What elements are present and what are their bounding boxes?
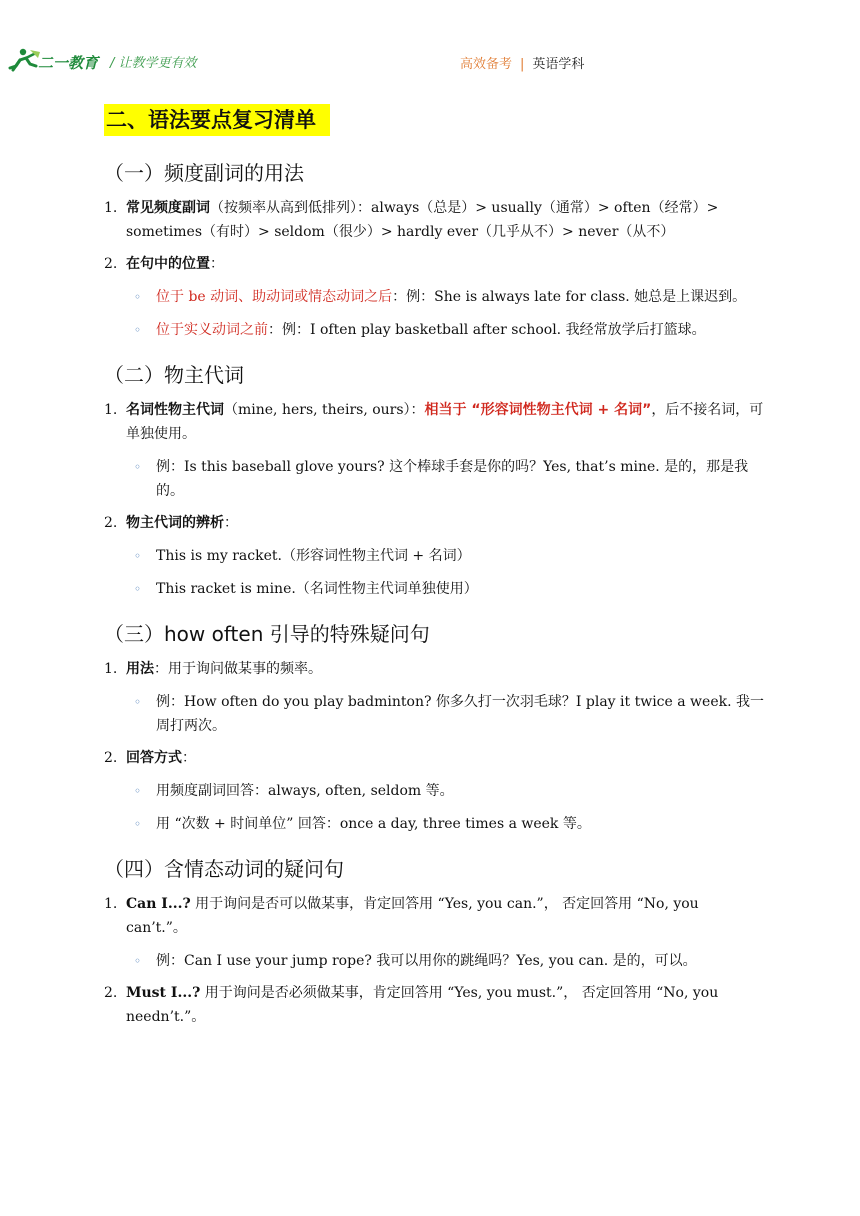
bullet-icon: ◦ [134,954,142,968]
heading-adverbs: （一）频度副词的用法 [104,161,304,185]
list-item [104,746,764,770]
bullet-icon: ◦ [134,784,142,798]
sub-item [104,285,764,309]
list-item [104,657,764,681]
item-text: ：用于询问做某事的频率。 [154,661,322,677]
list-item [104,252,764,276]
header-separator: | [520,57,525,72]
bullet-icon: ◦ [134,323,142,337]
list-item [104,981,764,1029]
sub-item [104,544,764,568]
list-item [104,196,764,244]
sub-item [104,577,764,601]
item-text: ： [210,256,224,272]
sub-item-text: 例：Is this baseball glove yours? 这个棒球手套是你的吗？Yes, that’s mine. 是的，那是我的。 [156,459,749,499]
heading-pronouns: （二）物主代词 [104,363,244,387]
logo-text: 二一教育 [38,54,99,72]
item-text: 用于询问是否可以做某事，肯定回答用 “Yes, you can.”， 否定回答用 “No, you can’t.”。 [126,896,699,936]
item-text: 用于询问是否必须做某事，肯定回答用 “Yes, you must.”， 否定回答用 “No, you needn’t.”。 [126,985,719,1025]
heading-how-often: （三）how often 引导的特殊疑问句 [104,622,430,646]
slogan: / 让教学更有效 [110,56,197,71]
item-term: Can I...? [126,896,191,912]
sub-item-text: 例：Can I use your jump rope? 我可以用你的跳绳吗？Yes, you can. 是的，可以。 [156,953,697,969]
item-text: （按频率从高到低排列）：always（总是）> usually（通常）> often（经常）> sometimes（有时）> seldom（很少）> hardly ever（几乎从不）> never（从不） [126,200,719,240]
item-text: （mine, hers, theirs, ours）： [224,402,425,418]
item-text: ： [182,750,196,766]
item-term: 在句中的位置 [126,256,210,272]
page-header [0,0,860,90]
list-item [104,398,764,446]
item-number: 1. [104,661,118,677]
bullet-icon: ◦ [134,582,142,596]
sub-item-text: ：例：She is always late for class. 她总是上课迟到。 [392,289,747,305]
header-subject [460,53,584,72]
sub-item-text: ：例：I often play basketball after school. 我经常放学后打篮球。 [268,322,706,338]
item-number: 2. [104,750,118,766]
bullet-icon: ◦ [134,817,142,831]
bullet-icon: ◦ [134,460,142,474]
item-number: 2. [104,985,118,1001]
list-item [104,892,764,940]
bullet-icon: ◦ [134,549,142,563]
item-number: 1. [104,896,118,912]
item-term: 常见频度副词 [126,200,210,216]
sub-item [104,812,764,836]
sub-item-text: 用频度副词回答：always, often, seldom 等。 [156,783,454,799]
item-text: ： [224,515,238,531]
item-term: 物主代词的辨析 [126,515,224,531]
item-highlight: 相当于 “形容词性物主代词 + 名词” [424,402,652,418]
sub-item-text: This racket is mine.（名词性物主代词单独使用） [156,581,478,597]
item-term: 用法 [126,661,154,677]
item-term: 回答方式 [126,750,182,766]
item-number: 2. [104,515,118,531]
sub-item-highlight: 位于 be 动词、助动词或情态动词之后 [156,289,393,305]
heading-modal-questions: （四）含情态动词的疑问句 [104,857,344,881]
header-label-exam: 高效备考 [460,57,513,72]
sub-item-text: 用 “次数 + 时间单位” 回答：once a day, three times a week 等。 [156,816,591,832]
sub-item [104,455,764,503]
sub-item [104,318,764,342]
document-body [104,104,764,1029]
sub-item [104,779,764,803]
item-number: 2. [104,256,118,272]
section-title: 二、语法要点复习清单 [104,104,330,136]
item-number: 1. [104,200,118,216]
item-term: Must I...? [126,985,201,1001]
item-tail: ，后不接名词，可单独使用。 [126,402,764,442]
header-label-subject: 英语学科 [532,57,585,72]
sub-item [104,690,764,738]
bullet-icon: ◦ [134,695,142,709]
sub-item-text: 例：How often do you play badminton? 你多久打一次羽毛球？I play it twice a week. 我一周打两次。 [156,694,764,734]
sub-item [104,949,764,973]
item-number: 1. [104,402,118,418]
bullet-icon: ◦ [134,290,142,304]
sub-item-text: This is my racket.（形容词性物主代词 + 名词） [156,548,471,564]
sub-item-highlight: 位于实义动词之前 [156,322,268,338]
list-item [104,511,764,535]
item-term: 名词性物主代词 [126,402,224,418]
